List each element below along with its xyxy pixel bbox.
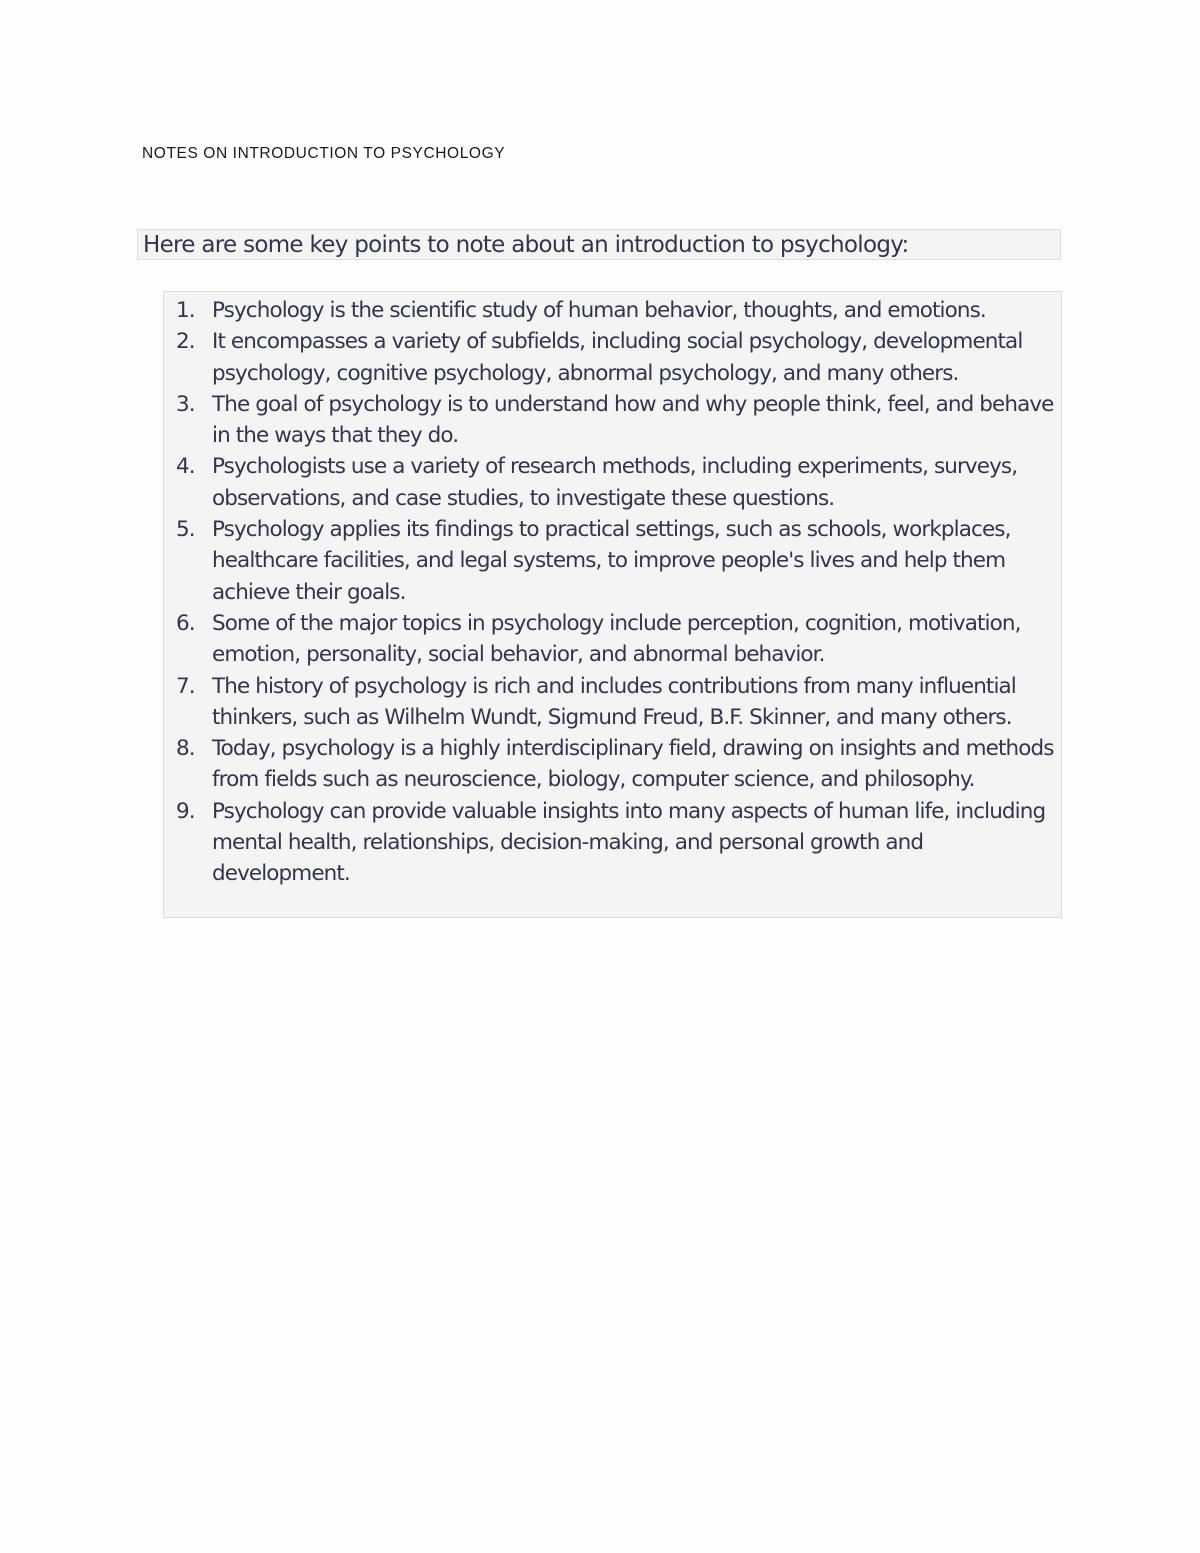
intro-text: Here are some key points to note about an introduction to psychology: [143,232,909,258]
list-item [164,796,1063,890]
list-item-text: Psychologists use a variety of research methods, including experiments, surveys, observations, and case studies, to investigate these questions. [212,454,1018,511]
list-item-number: 8. [176,736,195,762]
list-item [164,295,1063,326]
list-item-text: It encompasses a variety of subfields, including social psychology, developmental psychology, cognitive psychology, abnormal psychology, and many others. [212,329,1023,386]
list-item-number: 2. [176,329,195,355]
list-item [164,451,1063,514]
list-item [164,671,1063,734]
list-item-number: 6. [176,610,195,636]
page-title: NOTES ON INTRODUCTION TO PSYCHOLOGY [142,145,506,162]
list-item-number: 4. [176,454,195,480]
list-item-text: Psychology applies its findings to practical settings, such as schools, workplaces, healthcare facilities, and legal systems, to improve people's lives and help them achieve their goals. [212,517,1011,605]
list-item [164,608,1063,671]
list-item [164,733,1063,796]
list-item-text: The goal of psychology is to understand how and why people think, feel, and behave in the ways that they do. [212,391,1054,449]
key-points-list [164,295,1063,890]
list-item [164,326,1063,389]
list-item-number: 5. [176,517,195,543]
list-item-text: The history of psychology is rich and includes contributions from many influential thinkers, such as Wilhelm Wundt, Sigmund Freud, B.F. Skinner, and many others. [212,673,1016,730]
list-item [164,514,1063,608]
list-item-number: 9. [176,798,195,824]
list-item-text: Today, psychology is a highly interdisciplinary field, drawing on insights and methods from fields such as neuroscience, biology, computer science, and philosophy. [212,736,1054,793]
list-item-number: 7. [176,673,195,699]
intro-box [137,229,1061,260]
key-points-box [163,291,1062,918]
list-item [164,389,1063,452]
list-item-text: Some of the major topics in psychology include perception, cognition, motivation, emotion, personality, social behavior, and abnormal behavior. [212,610,1021,668]
list-item-text: Psychology is the scientific study of human behavior, thoughts, and emotions. [212,298,986,323]
list-item-number: 3. [176,391,195,417]
list-item-text: Psychology can provide valuable insights into many aspects of human life, including mental health, relationships, decision-making, and personal growth and development. [212,798,1046,887]
list-item-number: 1. [176,298,195,323]
